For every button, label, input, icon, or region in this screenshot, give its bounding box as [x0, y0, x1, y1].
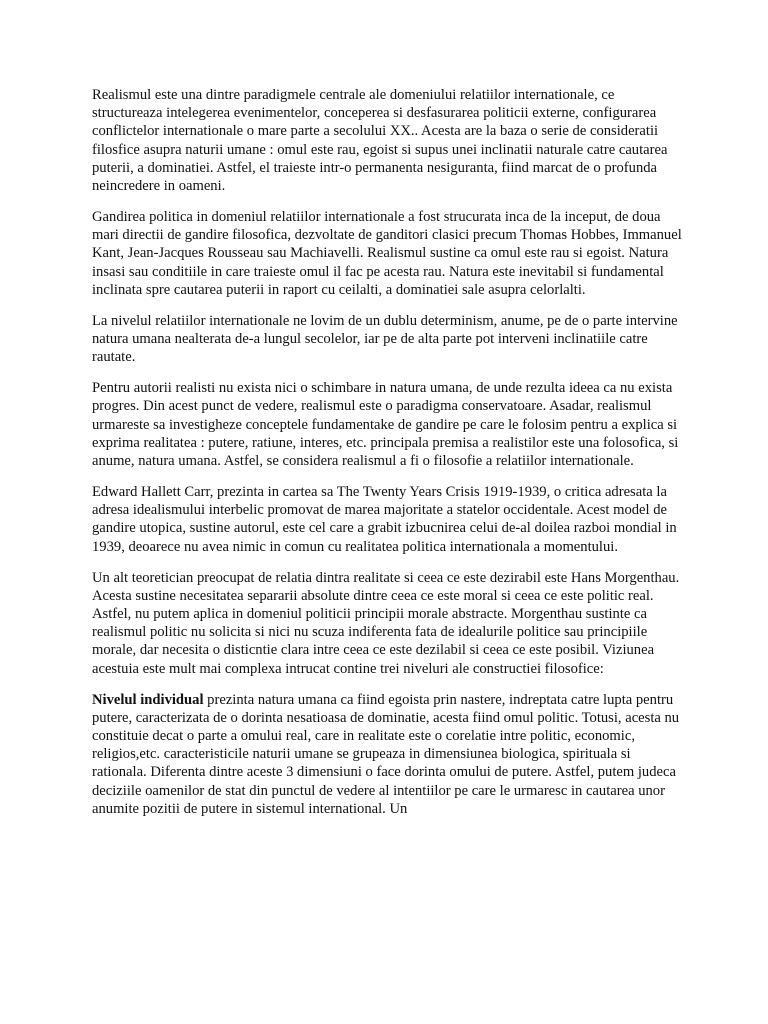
paragraph-6: Un alt teoretician preocupat de relatia dintra realitate si ceea ce este dezirabil este Hans Morgenthau. Acesta sustine necesitatea separarii absolute dintre ceea ce este moral si ceea ce este politic real. Astfel, nu putem aplica in domeniul politicii principii morale abstracte. Morgenthau sustinte ca realismul politic nu solicita si nici nu scuza indiferenta fata de idealurile politice sau principiile morale, dar necesita o disticntie clara intre ceea ce este dezilabil si ceea ce este posibil. Viziunea acestuia este mult mai complexa intrucat contine trei niveluri ale constructiei filosofice:: [92, 569, 680, 677]
paragraph-7: [92, 691, 684, 818]
paragraph-7-bold-lead: Nivelul individual: [92, 691, 204, 708]
paragraph-3: La nivelul relatiilor internationale ne lovim de un dublu determinism, anume, pe de o parte intervine natura umana nealterata de-a lungul secolelor, iar pe de alta parte pot interveni inclinatiile catre rautate.: [92, 312, 678, 366]
paragraph-1: Realismul este una dintre paradigmele centrale ale domeniului relatiilor internationale, ce structureaza intelegerea evenimentelor, conceperea si desfasurarea politicii externe, configurarea conflictelor internationale o mare parte a secolului XX.. Acesta are la baza o serie de consideratii filosfice asupra naturii umane : omul este rau, egoist si supus unei inclinatii naturale catre cautarea puterii, a dominatiei. Astfel, el traieste intr-o permanenta nesiguranta, fiind marcat de o profunda neincredere in oameni.: [92, 87, 668, 195]
paragraph-4: Pentru autorii realisti nu exista nici o schimbare in natura umana, de unde rezulta ideea ca nu exista progres. Din acest punct de vedere, realismul este o paradigma conservatoare. Asadar, realismul urmareste sa investigheze conceptele fundamentake de gandire pe care le folosim pentru a explica si exprima realitatea : putere, ratiune, interes, etc. principala premisa a realistilor este una folosofica, si anume, natura umana. Astfel, se considera realismul a fi o filosofie a relatiilor internationale.: [92, 380, 679, 470]
paragraph-2: Gandirea politica in domeniul relatiilor internationale a fost strucurata inca de la inceput, de doua mari directii de gandire filosofica, dezvoltate de ganditori clasici precum Thomas Hobbes, Immanuel Kant, Jean-Jacques Rousseau sau Machiavelli. Realismul sustine ca omul este rau si egoist. Natura insasi sau conditiile in care traieste omul il fac pe acesta rau. Natura este inevitabil si fundamental inclinata spre cautarea puterii in raport cu ceilalti, a dominatiei sale asupra celorlalti.: [92, 209, 682, 298]
document-body: [92, 86, 684, 831]
paragraph-5: Edward Hallett Carr, prezinta in cartea sa The Twenty Years Crisis 1919-1939, o critica adresata la adresa idealismului interbelic promovat de marea majoritate a statelor occidentale. Acest model de gandire utopica, sustine autorul, este cel care a grabit izbucnirea celui de-al doilea razboi mondial in 1939, deoarece nu avea nimic in comun cu realitatea politica internationala a momentului.: [92, 484, 677, 555]
paragraph-7-text: prezinta natura umana ca fiind egoista prin nastere, indreptata catre lupta pentru putere, caracterizata de o dorinta nesatioasa de dominatie, acesta fiind omul politic. Totusi, acesta nu constituie decat o parte a omului real, care in realitate este o corelatie intre politic, economic, religios,etc. caracteristicile naturii umane se grupeaza in dimensiunea biologica, spirituala si rationala. Diferenta dintre aceste 3 dimensiuni o face dorinta omului de putere. Astfel, putem judeca deciziile oamenilor de stat din punctul de vedere al intentiilor pe care le urmaresc in cautarea unor anumite pozitii de putere in sistemul international. Un: [92, 691, 680, 817]
